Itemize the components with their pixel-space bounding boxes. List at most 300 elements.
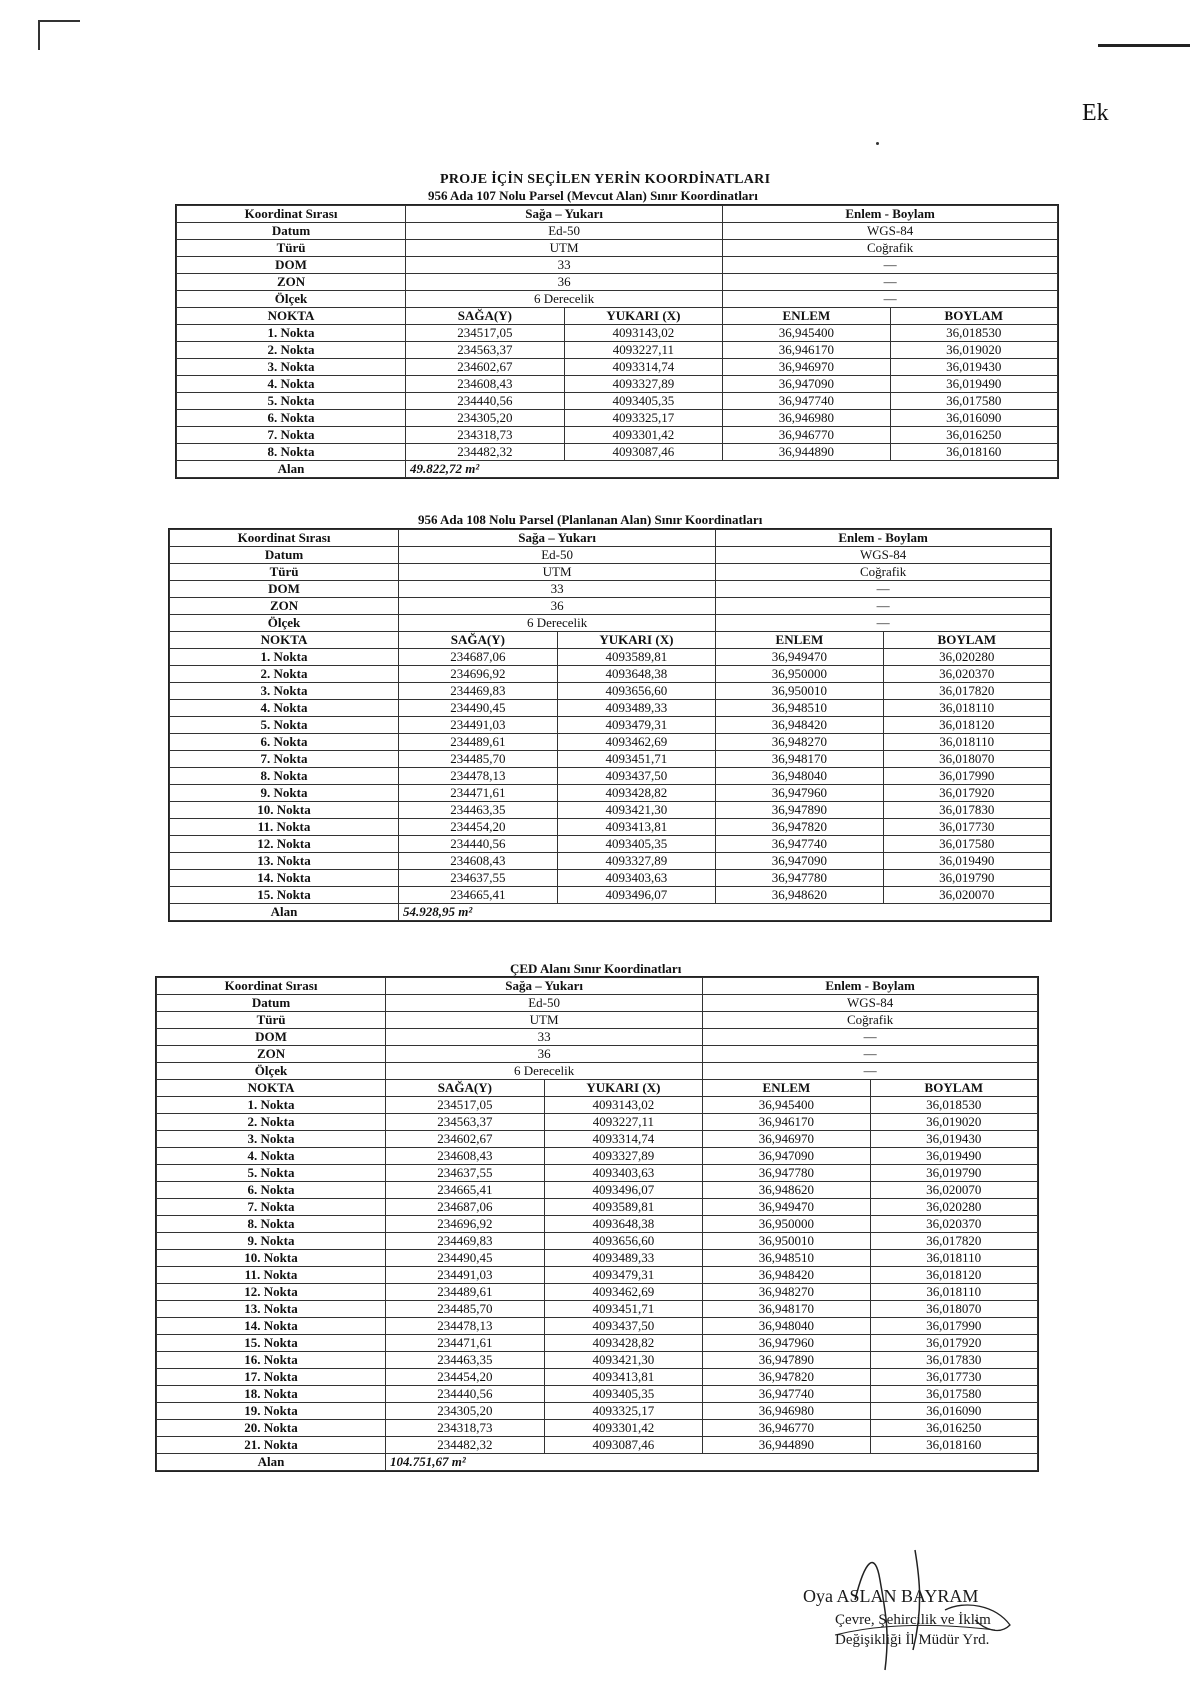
- meta-geo-value: Enlem - Boylam: [703, 978, 1038, 995]
- enlem-cell: 36,946170: [723, 342, 890, 359]
- meta-row: [157, 995, 1038, 1012]
- enlem-cell: 36,950000: [703, 1216, 870, 1233]
- boylam-cell: 36,017580: [890, 393, 1057, 410]
- table-row: [170, 683, 1051, 700]
- saga-cell: 234608,43: [406, 376, 565, 393]
- table-row: [170, 751, 1051, 768]
- signature-block: [795, 1540, 1025, 1680]
- meta-utm-value: 36: [399, 598, 716, 615]
- meta-utm-value: Sağa – Yukarı: [399, 530, 716, 547]
- enlem-cell: 36,947740: [723, 393, 890, 410]
- meta-label: Koordinat Sırası: [177, 206, 406, 223]
- enlem-cell: 36,948270: [703, 1284, 870, 1301]
- yukari-cell: 4093656,60: [557, 683, 716, 700]
- scan-corner-mark: [38, 20, 80, 50]
- boylam-cell: 36,018530: [870, 1097, 1037, 1114]
- nokta-cell: 8. Nokta: [170, 768, 399, 785]
- enlem-cell: 36,948620: [703, 1182, 870, 1199]
- nokta-cell: 4. Nokta: [170, 700, 399, 717]
- nokta-cell: 6. Nokta: [157, 1182, 386, 1199]
- boylam-cell: 36,019490: [890, 376, 1057, 393]
- yukari-cell: 4093428,82: [557, 785, 716, 802]
- nokta-cell: 9. Nokta: [157, 1233, 386, 1250]
- enlem-cell: 36,947890: [716, 802, 883, 819]
- coordinate-table: [156, 977, 1038, 1471]
- saga-cell: 234490,45: [386, 1250, 545, 1267]
- enlem-header: ENLEM: [716, 632, 883, 649]
- boylam-cell: 36,018110: [870, 1284, 1037, 1301]
- boylam-cell: 36,017830: [870, 1352, 1037, 1369]
- enlem-cell: 36,946980: [703, 1403, 870, 1420]
- table-row: [157, 1267, 1038, 1284]
- yukari-cell: 4093496,07: [544, 1182, 703, 1199]
- enlem-cell: 36,947740: [716, 836, 883, 853]
- yukari-cell: 4093421,30: [544, 1352, 703, 1369]
- enlem-cell: 36,948270: [716, 734, 883, 751]
- boylam-cell: 36,020370: [883, 666, 1050, 683]
- saga-cell: 234463,35: [386, 1352, 545, 1369]
- boylam-cell: 36,017820: [883, 683, 1050, 700]
- yukari-cell: 4093421,30: [557, 802, 716, 819]
- saga-cell: 234471,61: [399, 785, 558, 802]
- signatory-title-line-2: Değişikliği İl Müdür Yrd.: [835, 1632, 990, 1648]
- section-3-title: ÇED Alanı Sınır Koordinatları: [510, 961, 682, 976]
- enlem-cell: 36,947960: [716, 785, 883, 802]
- nokta-cell: 12. Nokta: [157, 1284, 386, 1301]
- meta-label: DOM: [170, 581, 399, 598]
- enlem-cell: 36,947090: [723, 376, 890, 393]
- nokta-cell: 16. Nokta: [157, 1352, 386, 1369]
- saga-cell: 234491,03: [386, 1267, 545, 1284]
- yukari-header: YUKARI (X): [544, 1080, 703, 1097]
- boylam-cell: 36,018070: [883, 751, 1050, 768]
- handwritten-signature-icon: [795, 1540, 1025, 1680]
- table-row: [170, 853, 1051, 870]
- boylam-cell: 36,018120: [870, 1267, 1037, 1284]
- nokta-cell: 11. Nokta: [170, 819, 399, 836]
- meta-geo-value: WGS-84: [723, 223, 1058, 240]
- column-header-row: [170, 632, 1051, 649]
- saga-cell: 234696,92: [399, 666, 558, 683]
- table-row: [157, 1437, 1038, 1454]
- saga-cell: 234517,05: [406, 325, 565, 342]
- meta-label: Datum: [177, 223, 406, 240]
- yukari-cell: 4093301,42: [564, 427, 723, 444]
- annex-label: Ek: [1082, 100, 1109, 126]
- meta-geo-value: —: [703, 1063, 1038, 1080]
- meta-row: [177, 257, 1058, 274]
- enlem-cell: 36,947780: [716, 870, 883, 887]
- boylam-cell: 36,020070: [870, 1182, 1037, 1199]
- meta-utm-value: Sağa – Yukarı: [406, 206, 723, 223]
- section-2-title: 956 Ada 108 Nolu Parsel (Planlanan Alan) Sınır Koordinatları: [418, 512, 763, 527]
- area-value: 54.928,95 m²: [399, 904, 1051, 921]
- meta-geo-value: WGS-84: [703, 995, 1038, 1012]
- table-row: [177, 393, 1058, 410]
- saga-cell: 234602,67: [386, 1131, 545, 1148]
- area-value: 49.822,72 m²: [406, 461, 1058, 478]
- area-label: Alan: [170, 904, 399, 921]
- yukari-cell: 4093462,69: [557, 734, 716, 751]
- meta-label: ZON: [157, 1046, 386, 1063]
- saga-cell: 234491,03: [399, 717, 558, 734]
- table-row: [170, 734, 1051, 751]
- boylam-cell: 36,018070: [870, 1301, 1037, 1318]
- section-3-table: [155, 976, 1039, 1472]
- meta-utm-value: 33: [399, 581, 716, 598]
- meta-geo-value: —: [703, 1029, 1038, 1046]
- meta-utm-value: 6 Derecelik: [399, 615, 716, 632]
- nokta-cell: 1. Nokta: [177, 325, 406, 342]
- saga-cell: 234305,20: [406, 410, 565, 427]
- yukari-cell: 4093648,38: [557, 666, 716, 683]
- nokta-cell: 3. Nokta: [157, 1131, 386, 1148]
- meta-label: Ölçek: [170, 615, 399, 632]
- yukari-cell: 4093143,02: [564, 325, 723, 342]
- table-row: [157, 1131, 1038, 1148]
- meta-label: Datum: [157, 995, 386, 1012]
- yukari-cell: 4093648,38: [544, 1216, 703, 1233]
- yukari-cell: 4093462,69: [544, 1284, 703, 1301]
- table-row: [157, 1097, 1038, 1114]
- saga-cell: 234665,41: [399, 887, 558, 904]
- boylam-cell: 36,017730: [870, 1369, 1037, 1386]
- saga-cell: 234489,61: [386, 1284, 545, 1301]
- enlem-cell: 36,948420: [703, 1267, 870, 1284]
- boylam-header: BOYLAM: [870, 1080, 1037, 1097]
- enlem-cell: 36,945400: [703, 1097, 870, 1114]
- nokta-cell: 6. Nokta: [170, 734, 399, 751]
- table-row: [170, 836, 1051, 853]
- meta-utm-value: 36: [406, 274, 723, 291]
- meta-geo-value: —: [716, 615, 1051, 632]
- nokta-cell: 12. Nokta: [170, 836, 399, 853]
- yukari-cell: 4093327,89: [564, 376, 723, 393]
- saga-cell: 234517,05: [386, 1097, 545, 1114]
- enlem-cell: 36,949470: [703, 1199, 870, 1216]
- table-row: [170, 649, 1051, 666]
- boylam-cell: 36,019490: [883, 853, 1050, 870]
- enlem-cell: 36,944890: [703, 1437, 870, 1454]
- saga-cell: 234482,32: [386, 1437, 545, 1454]
- saga-cell: 234602,67: [406, 359, 565, 376]
- saga-cell: 234318,73: [406, 427, 565, 444]
- saga-cell: 234482,32: [406, 444, 565, 461]
- enlem-cell: 36,946770: [723, 427, 890, 444]
- saga-header: SAĞA(Y): [399, 632, 558, 649]
- saga-cell: 234687,06: [386, 1199, 545, 1216]
- nokta-cell: 14. Nokta: [157, 1318, 386, 1335]
- meta-label: ZON: [170, 598, 399, 615]
- document-title: PROJE İÇİN SEÇİLEN YERİN KOORDİNATLARI: [440, 172, 771, 187]
- saga-cell: 234637,55: [399, 870, 558, 887]
- enlem-cell: 36,948040: [703, 1318, 870, 1335]
- saga-cell: 234687,06: [399, 649, 558, 666]
- table-row: [170, 819, 1051, 836]
- saga-cell: 234608,43: [399, 853, 558, 870]
- meta-geo-value: —: [723, 274, 1058, 291]
- meta-row: [170, 598, 1051, 615]
- saga-cell: 234490,45: [399, 700, 558, 717]
- nokta-cell: 7. Nokta: [157, 1199, 386, 1216]
- boylam-cell: 36,017920: [883, 785, 1050, 802]
- coordinate-table: [176, 205, 1058, 478]
- nokta-cell: 21. Nokta: [157, 1437, 386, 1454]
- table-row: [157, 1335, 1038, 1352]
- nokta-cell: 18. Nokta: [157, 1386, 386, 1403]
- meta-utm-value: 36: [386, 1046, 703, 1063]
- boylam-cell: 36,019790: [883, 870, 1050, 887]
- meta-geo-value: —: [723, 291, 1058, 308]
- saga-cell: 234478,13: [386, 1318, 545, 1335]
- boylam-cell: 36,016250: [870, 1420, 1037, 1437]
- enlem-header: ENLEM: [703, 1080, 870, 1097]
- boylam-cell: 36,019430: [890, 359, 1057, 376]
- saga-cell: 234471,61: [386, 1335, 545, 1352]
- scan-top-line: [1098, 44, 1190, 47]
- meta-geo-value: Coğrafik: [703, 1012, 1038, 1029]
- boylam-cell: 36,017920: [870, 1335, 1037, 1352]
- meta-label: DOM: [177, 257, 406, 274]
- yukari-cell: 4093314,74: [544, 1131, 703, 1148]
- enlem-cell: 36,945400: [723, 325, 890, 342]
- yukari-cell: 4093227,11: [564, 342, 723, 359]
- boylam-cell: 36,019790: [870, 1165, 1037, 1182]
- enlem-cell: 36,948040: [716, 768, 883, 785]
- yukari-cell: 4093479,31: [544, 1267, 703, 1284]
- meta-geo-value: —: [703, 1046, 1038, 1063]
- saga-cell: 234637,55: [386, 1165, 545, 1182]
- boylam-cell: 36,020370: [870, 1216, 1037, 1233]
- boylam-cell: 36,019020: [890, 342, 1057, 359]
- enlem-cell: 36,947890: [703, 1352, 870, 1369]
- column-header-row: [157, 1080, 1038, 1097]
- saga-cell: 234485,70: [399, 751, 558, 768]
- nokta-cell: 8. Nokta: [157, 1216, 386, 1233]
- enlem-cell: 36,950000: [716, 666, 883, 683]
- meta-geo-value: Enlem - Boylam: [723, 206, 1058, 223]
- table-row: [170, 700, 1051, 717]
- boylam-cell: 36,017580: [883, 836, 1050, 853]
- scan-speck: [876, 142, 879, 145]
- boylam-cell: 36,018110: [883, 734, 1050, 751]
- saga-cell: 234440,56: [399, 836, 558, 853]
- yukari-header: YUKARI (X): [564, 308, 723, 325]
- table-row: [157, 1284, 1038, 1301]
- nokta-header: NOKTA: [157, 1080, 386, 1097]
- boylam-cell: 36,020070: [883, 887, 1050, 904]
- yukari-header: YUKARI (X): [557, 632, 716, 649]
- meta-utm-value: 6 Derecelik: [406, 291, 723, 308]
- boylam-cell: 36,017580: [870, 1386, 1037, 1403]
- table-row: [157, 1318, 1038, 1335]
- meta-row: [177, 240, 1058, 257]
- meta-row: [170, 564, 1051, 581]
- meta-label: ZON: [177, 274, 406, 291]
- nokta-cell: 3. Nokta: [170, 683, 399, 700]
- yukari-cell: 4093437,50: [544, 1318, 703, 1335]
- enlem-cell: 36,944890: [723, 444, 890, 461]
- meta-row: [177, 223, 1058, 240]
- saga-cell: 234485,70: [386, 1301, 545, 1318]
- saga-cell: 234440,56: [406, 393, 565, 410]
- saga-cell: 234469,83: [399, 683, 558, 700]
- meta-geo-value: Enlem - Boylam: [716, 530, 1051, 547]
- table-row: [177, 410, 1058, 427]
- meta-utm-value: 33: [406, 257, 723, 274]
- yukari-cell: 4093413,81: [557, 819, 716, 836]
- meta-row: [170, 530, 1051, 547]
- nokta-cell: 5. Nokta: [170, 717, 399, 734]
- yukari-cell: 4093413,81: [544, 1369, 703, 1386]
- nokta-cell: 5. Nokta: [177, 393, 406, 410]
- nokta-cell: 7. Nokta: [170, 751, 399, 768]
- saga-header: SAĞA(Y): [406, 308, 565, 325]
- boylam-cell: 36,018110: [870, 1250, 1037, 1267]
- area-label: Alan: [177, 461, 406, 478]
- table-row: [157, 1420, 1038, 1437]
- saga-cell: 234318,73: [386, 1420, 545, 1437]
- enlem-cell: 36,947090: [716, 853, 883, 870]
- enlem-cell: 36,947780: [703, 1165, 870, 1182]
- saga-cell: 234665,41: [386, 1182, 545, 1199]
- boylam-header: BOYLAM: [883, 632, 1050, 649]
- saga-cell: 234563,37: [386, 1114, 545, 1131]
- meta-row: [157, 1063, 1038, 1080]
- enlem-cell: 36,949470: [716, 649, 883, 666]
- saga-cell: 234463,35: [399, 802, 558, 819]
- yukari-cell: 4093656,60: [544, 1233, 703, 1250]
- saga-cell: 234454,20: [399, 819, 558, 836]
- meta-label: DOM: [157, 1029, 386, 1046]
- enlem-cell: 36,947960: [703, 1335, 870, 1352]
- yukari-cell: 4093227,11: [544, 1114, 703, 1131]
- boylam-cell: 36,017730: [883, 819, 1050, 836]
- yukari-cell: 4093087,46: [544, 1437, 703, 1454]
- yukari-cell: 4093405,35: [564, 393, 723, 410]
- meta-label: Türü: [177, 240, 406, 257]
- yukari-cell: 4093325,17: [544, 1403, 703, 1420]
- yukari-cell: 4093489,33: [544, 1250, 703, 1267]
- boylam-header: BOYLAM: [890, 308, 1057, 325]
- enlem-cell: 36,946980: [723, 410, 890, 427]
- yukari-cell: 4093489,33: [557, 700, 716, 717]
- meta-label: Türü: [170, 564, 399, 581]
- yukari-cell: 4093589,81: [544, 1199, 703, 1216]
- nokta-cell: 10. Nokta: [170, 802, 399, 819]
- table-row: [157, 1369, 1038, 1386]
- yukari-cell: 4093325,17: [564, 410, 723, 427]
- area-row: [177, 461, 1058, 478]
- meta-row: [157, 1046, 1038, 1063]
- meta-geo-value: —: [723, 257, 1058, 274]
- table-row: [157, 1250, 1038, 1267]
- meta-utm-value: Ed-50: [386, 995, 703, 1012]
- meta-utm-value: Ed-50: [406, 223, 723, 240]
- nokta-cell: 13. Nokta: [170, 853, 399, 870]
- meta-label: Datum: [170, 547, 399, 564]
- enlem-cell: 36,946970: [723, 359, 890, 376]
- saga-cell: 234608,43: [386, 1148, 545, 1165]
- saga-cell: 234305,20: [386, 1403, 545, 1420]
- meta-row: [170, 581, 1051, 598]
- boylam-cell: 36,017820: [870, 1233, 1037, 1250]
- nokta-cell: 5. Nokta: [157, 1165, 386, 1182]
- enlem-cell: 36,950010: [703, 1233, 870, 1250]
- meta-utm-value: UTM: [406, 240, 723, 257]
- table-row: [157, 1403, 1038, 1420]
- meta-utm-value: Ed-50: [399, 547, 716, 564]
- table-row: [170, 870, 1051, 887]
- saga-cell: 234489,61: [399, 734, 558, 751]
- enlem-cell: 36,948620: [716, 887, 883, 904]
- boylam-cell: 36,016090: [890, 410, 1057, 427]
- yukari-cell: 4093496,07: [557, 887, 716, 904]
- enlem-cell: 36,948170: [716, 751, 883, 768]
- signatory-title-line-1: Çevre, Şehircilik ve İklim: [835, 1612, 991, 1628]
- nokta-cell: 11. Nokta: [157, 1267, 386, 1284]
- table-row: [157, 1165, 1038, 1182]
- boylam-cell: 36,017830: [883, 802, 1050, 819]
- boylam-cell: 36,019490: [870, 1148, 1037, 1165]
- meta-utm-value: UTM: [399, 564, 716, 581]
- yukari-cell: 4093479,31: [557, 717, 716, 734]
- nokta-cell: 4. Nokta: [157, 1148, 386, 1165]
- nokta-cell: 1. Nokta: [170, 649, 399, 666]
- area-row: [157, 1454, 1038, 1471]
- nokta-header: NOKTA: [170, 632, 399, 649]
- nokta-cell: 15. Nokta: [157, 1335, 386, 1352]
- boylam-cell: 36,016090: [870, 1403, 1037, 1420]
- section-2-table: [168, 528, 1052, 922]
- meta-geo-value: Coğrafik: [716, 564, 1051, 581]
- section-1-title: 956 Ada 107 Nolu Parsel (Mevcut Alan) Sınır Koordinatları: [428, 188, 758, 203]
- enlem-cell: 36,947820: [716, 819, 883, 836]
- meta-utm-value: Sağa – Yukarı: [386, 978, 703, 995]
- area-row: [170, 904, 1051, 921]
- table-row: [177, 444, 1058, 461]
- table-row: [177, 359, 1058, 376]
- nokta-cell: 19. Nokta: [157, 1403, 386, 1420]
- enlem-cell: 36,948170: [703, 1301, 870, 1318]
- meta-label: Ölçek: [157, 1063, 386, 1080]
- saga-cell: 234478,13: [399, 768, 558, 785]
- nokta-cell: 13. Nokta: [157, 1301, 386, 1318]
- meta-geo-value: —: [716, 581, 1051, 598]
- table-row: [157, 1233, 1038, 1250]
- section-1-table: [175, 204, 1059, 479]
- meta-row: [157, 978, 1038, 995]
- nokta-cell: 1. Nokta: [157, 1097, 386, 1114]
- meta-row: [170, 615, 1051, 632]
- nokta-cell: 9. Nokta: [170, 785, 399, 802]
- meta-geo-value: —: [716, 598, 1051, 615]
- meta-geo-value: Coğrafik: [723, 240, 1058, 257]
- yukari-cell: 4093143,02: [544, 1097, 703, 1114]
- meta-row: [177, 206, 1058, 223]
- table-row: [157, 1386, 1038, 1403]
- nokta-cell: 7. Nokta: [177, 427, 406, 444]
- meta-utm-value: 6 Derecelik: [386, 1063, 703, 1080]
- nokta-cell: 2. Nokta: [177, 342, 406, 359]
- boylam-cell: 36,020280: [883, 649, 1050, 666]
- boylam-cell: 36,018120: [883, 717, 1050, 734]
- saga-header: SAĞA(Y): [386, 1080, 545, 1097]
- yukari-cell: 4093301,42: [544, 1420, 703, 1437]
- table-row: [157, 1199, 1038, 1216]
- boylam-cell: 36,017990: [883, 768, 1050, 785]
- column-header-row: [177, 308, 1058, 325]
